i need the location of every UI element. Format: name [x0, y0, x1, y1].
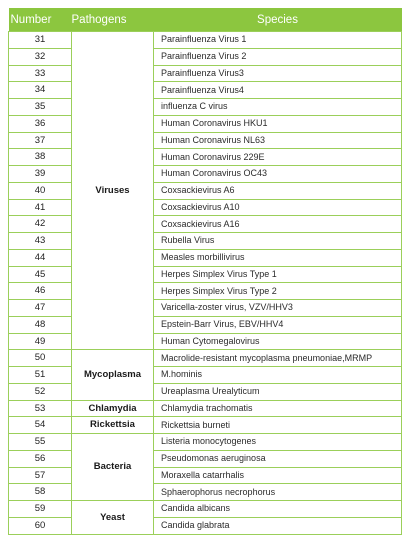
species-cell: Listeria monocytogenes	[154, 434, 402, 451]
row-number: 33	[9, 65, 72, 82]
row-number: 46	[9, 283, 72, 300]
table-row	[9, 266, 402, 283]
row-number: 32	[9, 48, 72, 65]
row-number: 34	[9, 82, 72, 99]
table-row	[9, 115, 402, 132]
species-cell: Human Coronavirus 229E	[154, 149, 402, 166]
species-cell: Ureaplasma Urealyticum	[154, 383, 402, 400]
row-number: 51	[9, 367, 72, 384]
species-cell: Parainfluenza Virus 2	[154, 48, 402, 65]
table-row	[9, 249, 402, 266]
table-row	[9, 383, 402, 400]
species-cell: Coxsackievirus A10	[154, 199, 402, 216]
table-row	[9, 467, 402, 484]
row-number: 53	[9, 400, 72, 417]
species-cell: Herpes Simplex Virus Type 2	[154, 283, 402, 300]
table-row	[9, 182, 402, 199]
species-cell: Human Coronavirus HKU1	[154, 115, 402, 132]
table-row	[9, 417, 402, 434]
row-number: 48	[9, 316, 72, 333]
species-cell: Measles morbillivirus	[154, 249, 402, 266]
pathogen-group-cell: Rickettsia	[72, 417, 154, 434]
header-pathogens: Pathogens	[72, 8, 154, 32]
table-row	[9, 434, 402, 451]
table-body	[9, 32, 402, 535]
row-number: 35	[9, 99, 72, 116]
table-row	[9, 48, 402, 65]
species-cell: Human Cytomegalovirus	[154, 333, 402, 350]
species-cell: Human Coronavirus NL63	[154, 132, 402, 149]
table-row	[9, 367, 402, 384]
row-number: 57	[9, 467, 72, 484]
header-number: Number	[9, 8, 72, 32]
species-cell: influenza C virus	[154, 99, 402, 116]
row-number: 37	[9, 132, 72, 149]
pathogen-group-cell: Yeast	[72, 501, 154, 535]
species-cell: Moraxella catarrhalis	[154, 467, 402, 484]
species-cell: Parainfluenza Virus4	[154, 82, 402, 99]
species-cell: Epstein-Barr Virus, EBV/HHV4	[154, 316, 402, 333]
table-row	[9, 82, 402, 99]
species-cell: Sphaerophorus necrophorus	[154, 484, 402, 501]
species-cell: Human Coronavirus OC43	[154, 166, 402, 183]
row-number: 36	[9, 115, 72, 132]
table-row	[9, 350, 402, 367]
header-row	[9, 8, 402, 32]
species-cell: Varicella-zoster virus, VZV/HHV3	[154, 300, 402, 317]
species-cell: Coxsackievirus A6	[154, 182, 402, 199]
pathogen-group-cell: Bacteria	[72, 434, 154, 501]
species-cell: Chlamydia trachomatis	[154, 400, 402, 417]
table-row	[9, 166, 402, 183]
pathogen-group-cell: Viruses	[72, 32, 154, 350]
row-number: 40	[9, 182, 72, 199]
row-number: 31	[9, 32, 72, 49]
table-row	[9, 199, 402, 216]
species-cell: Rickettsia burneti	[154, 417, 402, 434]
pathogen-group-cell: Mycoplasma	[72, 350, 154, 400]
species-cell: Candida glabrata	[154, 517, 402, 534]
row-number: 56	[9, 450, 72, 467]
table-header	[9, 8, 402, 32]
row-number: 50	[9, 350, 72, 367]
header-species: Species	[154, 8, 402, 32]
row-number: 58	[9, 484, 72, 501]
table-row	[9, 450, 402, 467]
table-row	[9, 400, 402, 417]
row-number: 59	[9, 501, 72, 518]
species-cell: Parainfluenza Virus 1	[154, 32, 402, 49]
row-number: 54	[9, 417, 72, 434]
row-number: 41	[9, 199, 72, 216]
species-cell: M.hominis	[154, 367, 402, 384]
species-cell: Candida albicans	[154, 501, 402, 518]
row-number: 60	[9, 517, 72, 534]
table-row	[9, 132, 402, 149]
table-row	[9, 333, 402, 350]
table-row	[9, 501, 402, 518]
table-row	[9, 149, 402, 166]
row-number: 47	[9, 300, 72, 317]
species-cell: Coxsackievirus A16	[154, 216, 402, 233]
species-cell: Herpes Simplex Virus Type 1	[154, 266, 402, 283]
row-number: 42	[9, 216, 72, 233]
table-row	[9, 283, 402, 300]
table-row	[9, 517, 402, 534]
species-cell: Parainfluenza Virus3	[154, 65, 402, 82]
table-row	[9, 32, 402, 49]
table-row	[9, 484, 402, 501]
row-number: 39	[9, 166, 72, 183]
species-cell: Pseudomonas aeruginosa	[154, 450, 402, 467]
row-number: 45	[9, 266, 72, 283]
row-number: 38	[9, 149, 72, 166]
pathogen-table-container	[8, 8, 401, 535]
row-number: 55	[9, 434, 72, 451]
pathogen-group-cell: Chlamydia	[72, 400, 154, 417]
pathogen-table	[8, 8, 402, 535]
row-number: 52	[9, 383, 72, 400]
row-number: 43	[9, 233, 72, 250]
row-number: 49	[9, 333, 72, 350]
table-row	[9, 65, 402, 82]
table-row	[9, 233, 402, 250]
species-cell: Macrolide-resistant mycoplasma pneumoniae,MRMP	[154, 350, 402, 367]
table-row	[9, 316, 402, 333]
species-cell: Rubella Virus	[154, 233, 402, 250]
row-number: 44	[9, 249, 72, 266]
table-row	[9, 300, 402, 317]
table-row	[9, 216, 402, 233]
table-row	[9, 99, 402, 116]
